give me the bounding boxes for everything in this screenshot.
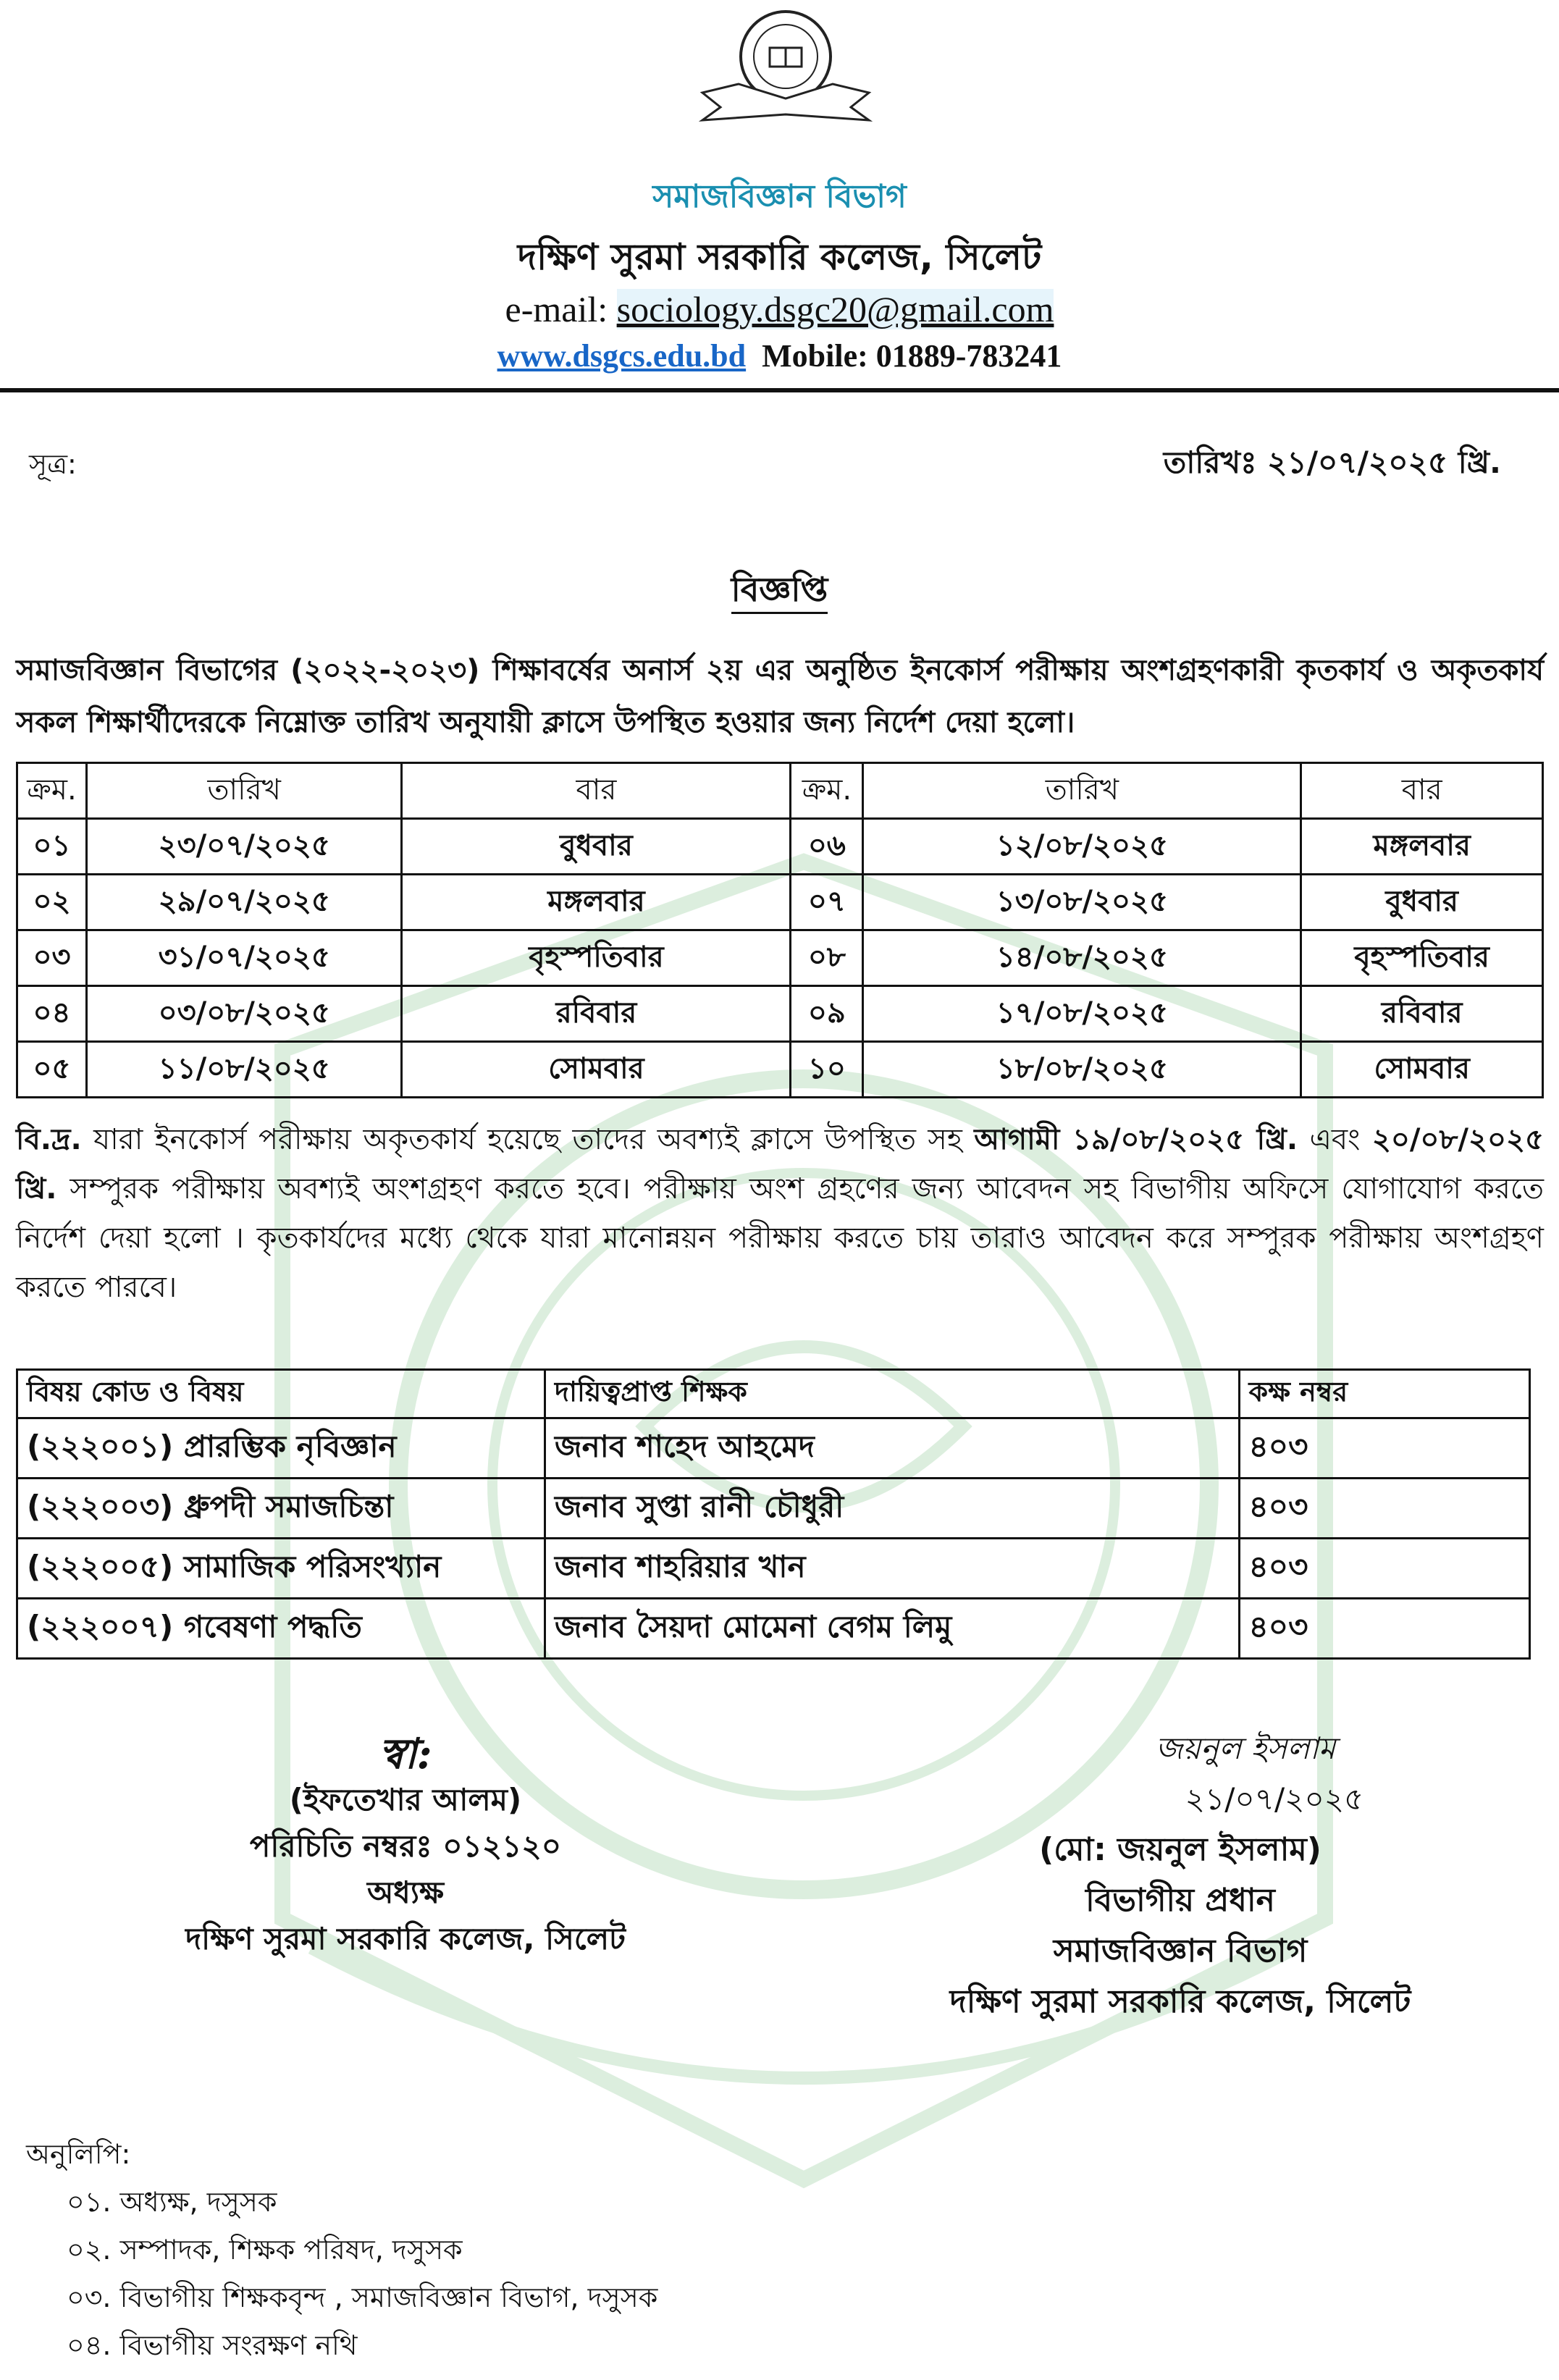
note-text-5: সম্পুরক পরীক্ষায় অবশ্যই অংশগ্রহণ করতে হবে। পরীক্ষায় অংশ গ্রহণের জন্য আবেদন সহ বিভাগীয় অফিসে যোগাযোগ করতে নির্দেশ দেয়া হলো । কৃতকার্যদের মধ্যে থেকে যারা মানোন্নয়ন পরীক্ষায় করতে চায় তারাও আবেদন করে সম্পুরক পরীক্ষায় অংশগ্রহণ করতে পারবে। [16, 1172, 1545, 1304]
table-cell: (২২২০০১) প্রারম্ভিক নৃবিজ্ঞান [17, 1418, 545, 1479]
table-row [17, 819, 1543, 875]
table-cell: রবিবার [402, 986, 791, 1042]
table-cell: জনাব সুপ্তা রানী চৌধুরী [545, 1479, 1240, 1539]
table-header-cell: ক্রম. [791, 763, 863, 819]
list-item: ০২. সম্পাদক, শিক্ষক পরিষদ, দসুসক [67, 2234, 463, 2266]
table-row [17, 1599, 1530, 1659]
web-mobile-line [0, 337, 1559, 374]
table-cell: বুধবার [402, 819, 791, 875]
table-cell: ০৩ [17, 930, 87, 986]
header-divider [0, 388, 1559, 392]
head-college: দক্ষিণ সুরমা সরকারি কলেজ, সিলেট [949, 1983, 1411, 2020]
table-cell: ০১ [17, 819, 87, 875]
table-cell: ০৩/০৮/২০২৫ [86, 986, 401, 1042]
table-cell: মঙ্গলবার [402, 875, 791, 930]
email-line [0, 288, 1559, 330]
note-label: বি.দ্র. [16, 1123, 82, 1156]
copies-list [26, 2130, 657, 2369]
table-cell: ১৩/০৮/২০২৫ [863, 875, 1301, 930]
table-cell: বৃহস্পতিবার [402, 930, 791, 986]
table-cell: ২৩/০৭/২০২৫ [86, 819, 401, 875]
table-cell: মঙ্গলবার [1301, 819, 1543, 875]
table-cell: ১৪/০৮/২০২৫ [863, 930, 1301, 986]
table-cell: রবিবার [1301, 986, 1543, 1042]
notice-body: সমাজবিজ্ঞান বিভাগের (২০২২-২০২৩) শিক্ষাবর্ষের অনার্স ২য় এর অনুষ্ঠিত ইনকোর্স পরীক্ষায় অংশগ্রহণকারী কৃতকার্য ও অকৃতকার্য সকল শিক্ষার্থীদেরকে নিম্নোক্ত তারিখ অনুযায়ী ক্লাসে উপস্থিত হওয়ার জন্য নির্দেশ দেয়া হলো। [16, 654, 1544, 739]
principal-signature-block [0, 1731, 811, 1962]
note-text-1: যারা ইনকোর্স পরীক্ষায় অকৃতকার্য হয়েছে তাদের অবশ্যই ক্লাসে উপস্থিত সহ [93, 1123, 962, 1156]
email-label: e-mail: [505, 289, 617, 329]
table-header-row [17, 763, 1543, 819]
table-cell: ২৯/০৭/২০২৫ [86, 875, 401, 930]
document-date: তারিখঃ ২১/০৭/২০২৫ খ্রি. [1163, 445, 1501, 480]
head-title: বিভাগীয় প্রধান [1085, 1882, 1275, 1919]
note-date-2: ২০/০৮/২০২৫ খ্রি. [16, 1123, 1544, 1206]
list-item: ০৩. বিভাগীয় শিক্ষকবৃন্দ , সমাজবিজ্ঞান বিভাগ, দসুসক [67, 2282, 658, 2313]
table-cell: ৪০৩ [1239, 1418, 1529, 1479]
notice-title-text: বিজ্ঞপ্তি [731, 570, 828, 614]
table-cell: সোমবার [1301, 1042, 1543, 1098]
table-cell: ০২ [17, 875, 87, 930]
principal-id: পরিচিতি নম্বরঃ ০১২১২০ [249, 1828, 562, 1864]
table-row [17, 1479, 1530, 1539]
list-item: ০১. অধ্যক্ষ, দসুসক [67, 2186, 277, 2218]
table-header-cell: বিষয় কোড ও বিষয় [17, 1370, 545, 1418]
table-row [17, 1042, 1543, 1098]
class-schedule-table [16, 762, 1544, 1098]
table-row [17, 986, 1543, 1042]
subject-teacher-table [16, 1368, 1531, 1660]
table-cell: ১১/০৮/২০২৫ [86, 1042, 401, 1098]
head-signature: জয়নুল ইসলাম [1155, 1731, 1336, 1766]
table-cell: ০৬ [791, 819, 863, 875]
table-cell: জনাব সৈয়দা মোমেনা বেগম লিমু [545, 1599, 1240, 1659]
table-cell: বৃহস্পতিবার [1301, 930, 1543, 986]
table-row [17, 875, 1543, 930]
table-cell: ০৮ [791, 930, 863, 986]
table-header-cell: বার [402, 763, 791, 819]
department-heading: সমাজবিজ্ঞান বিভাগ [652, 178, 907, 215]
table-header-cell: কক্ষ নম্বর [1239, 1370, 1529, 1418]
table-cell: (২২২০০৩) ধ্রুপদী সমাজচিন্তা [17, 1479, 545, 1539]
notice-title [0, 565, 1559, 620]
table-cell: (২২২০০৭) গবেষণা পদ্ধতি [17, 1599, 545, 1659]
table-cell: ০৯ [791, 986, 863, 1042]
note-paragraph [16, 1115, 1544, 1312]
table-row [17, 930, 1543, 986]
list-item: ০৪. বিভাগীয় সংরক্ষণ নথি [67, 2329, 358, 2361]
table-cell: ৩১/০৭/২০২৫ [86, 930, 401, 986]
copies-label: অনুলিপি: [26, 2138, 131, 2170]
table-header-cell: বার [1301, 763, 1543, 819]
principal-signature-mark: স্বা: [379, 1729, 432, 1778]
principal-title: অধ্যক্ষ [366, 1875, 445, 1910]
college-logo-icon [695, 6, 876, 125]
head-signature-block [905, 1723, 1455, 2027]
table-cell: ০৪ [17, 986, 87, 1042]
head-department: সমাজবিজ্ঞান বিভাগ [1053, 1933, 1308, 1969]
table-cell: (২২২০০৫) সামাজিক পরিসংখ্যান [17, 1539, 545, 1599]
table-cell: ৪০৩ [1239, 1539, 1529, 1599]
reference-label: সূত্র: [29, 448, 77, 480]
email-link[interactable]: sociology.dsgc20@gmail.com [616, 289, 1054, 329]
table-header-cell: তারিখ [863, 763, 1301, 819]
table-header-cell: দায়িত্বপ্রাপ্ত শিক্ষক [545, 1370, 1240, 1418]
table-cell: ০৫ [17, 1042, 87, 1098]
table-cell: ১০ [791, 1042, 863, 1098]
table-row [17, 1539, 1530, 1599]
table-cell: জনাব শাহরিয়ার খান [545, 1539, 1240, 1599]
college-name: দক্ষিণ সুরমা সরকারি কলেজ, সিলেট [517, 236, 1042, 278]
table-cell: সোমবার [402, 1042, 791, 1098]
table-cell: জনাব শাহেদ আহমেদ [545, 1418, 1240, 1479]
head-signed-date: ২১/০৭/২০২৫ [1185, 1781, 1364, 1817]
mobile-number: Mobile: 01889-783241 [762, 338, 1062, 374]
table-cell: বুধবার [1301, 875, 1543, 930]
principal-name: (ইফতেখার আলম) [289, 1782, 522, 1817]
table-cell: ১৮/০৮/২০২৫ [863, 1042, 1301, 1098]
table-header-cell: ক্রম. [17, 763, 87, 819]
note-text-3: এবং [1309, 1123, 1361, 1156]
table-cell: ০৭ [791, 875, 863, 930]
head-name: (মো: জয়নুল ইসলাম) [1039, 1831, 1321, 1868]
table-row [17, 1418, 1530, 1479]
website-link[interactable]: www.dsgcs.edu.bd [497, 338, 747, 374]
table-cell: ১৭/০৮/২০২৫ [863, 986, 1301, 1042]
table-cell: ৪০৩ [1239, 1479, 1529, 1539]
table-cell: ১২/০৮/২০২৫ [863, 819, 1301, 875]
note-date-1: আগামী ১৯/০৮/২০২৫ খ্রি. [974, 1123, 1298, 1156]
table-header-row [17, 1370, 1530, 1418]
table-cell: ৪০৩ [1239, 1599, 1529, 1659]
table-header-cell: তারিখ [86, 763, 401, 819]
principal-college: দক্ষিণ সুরমা সরকারি কলেজ, সিলেট [185, 1921, 626, 1956]
